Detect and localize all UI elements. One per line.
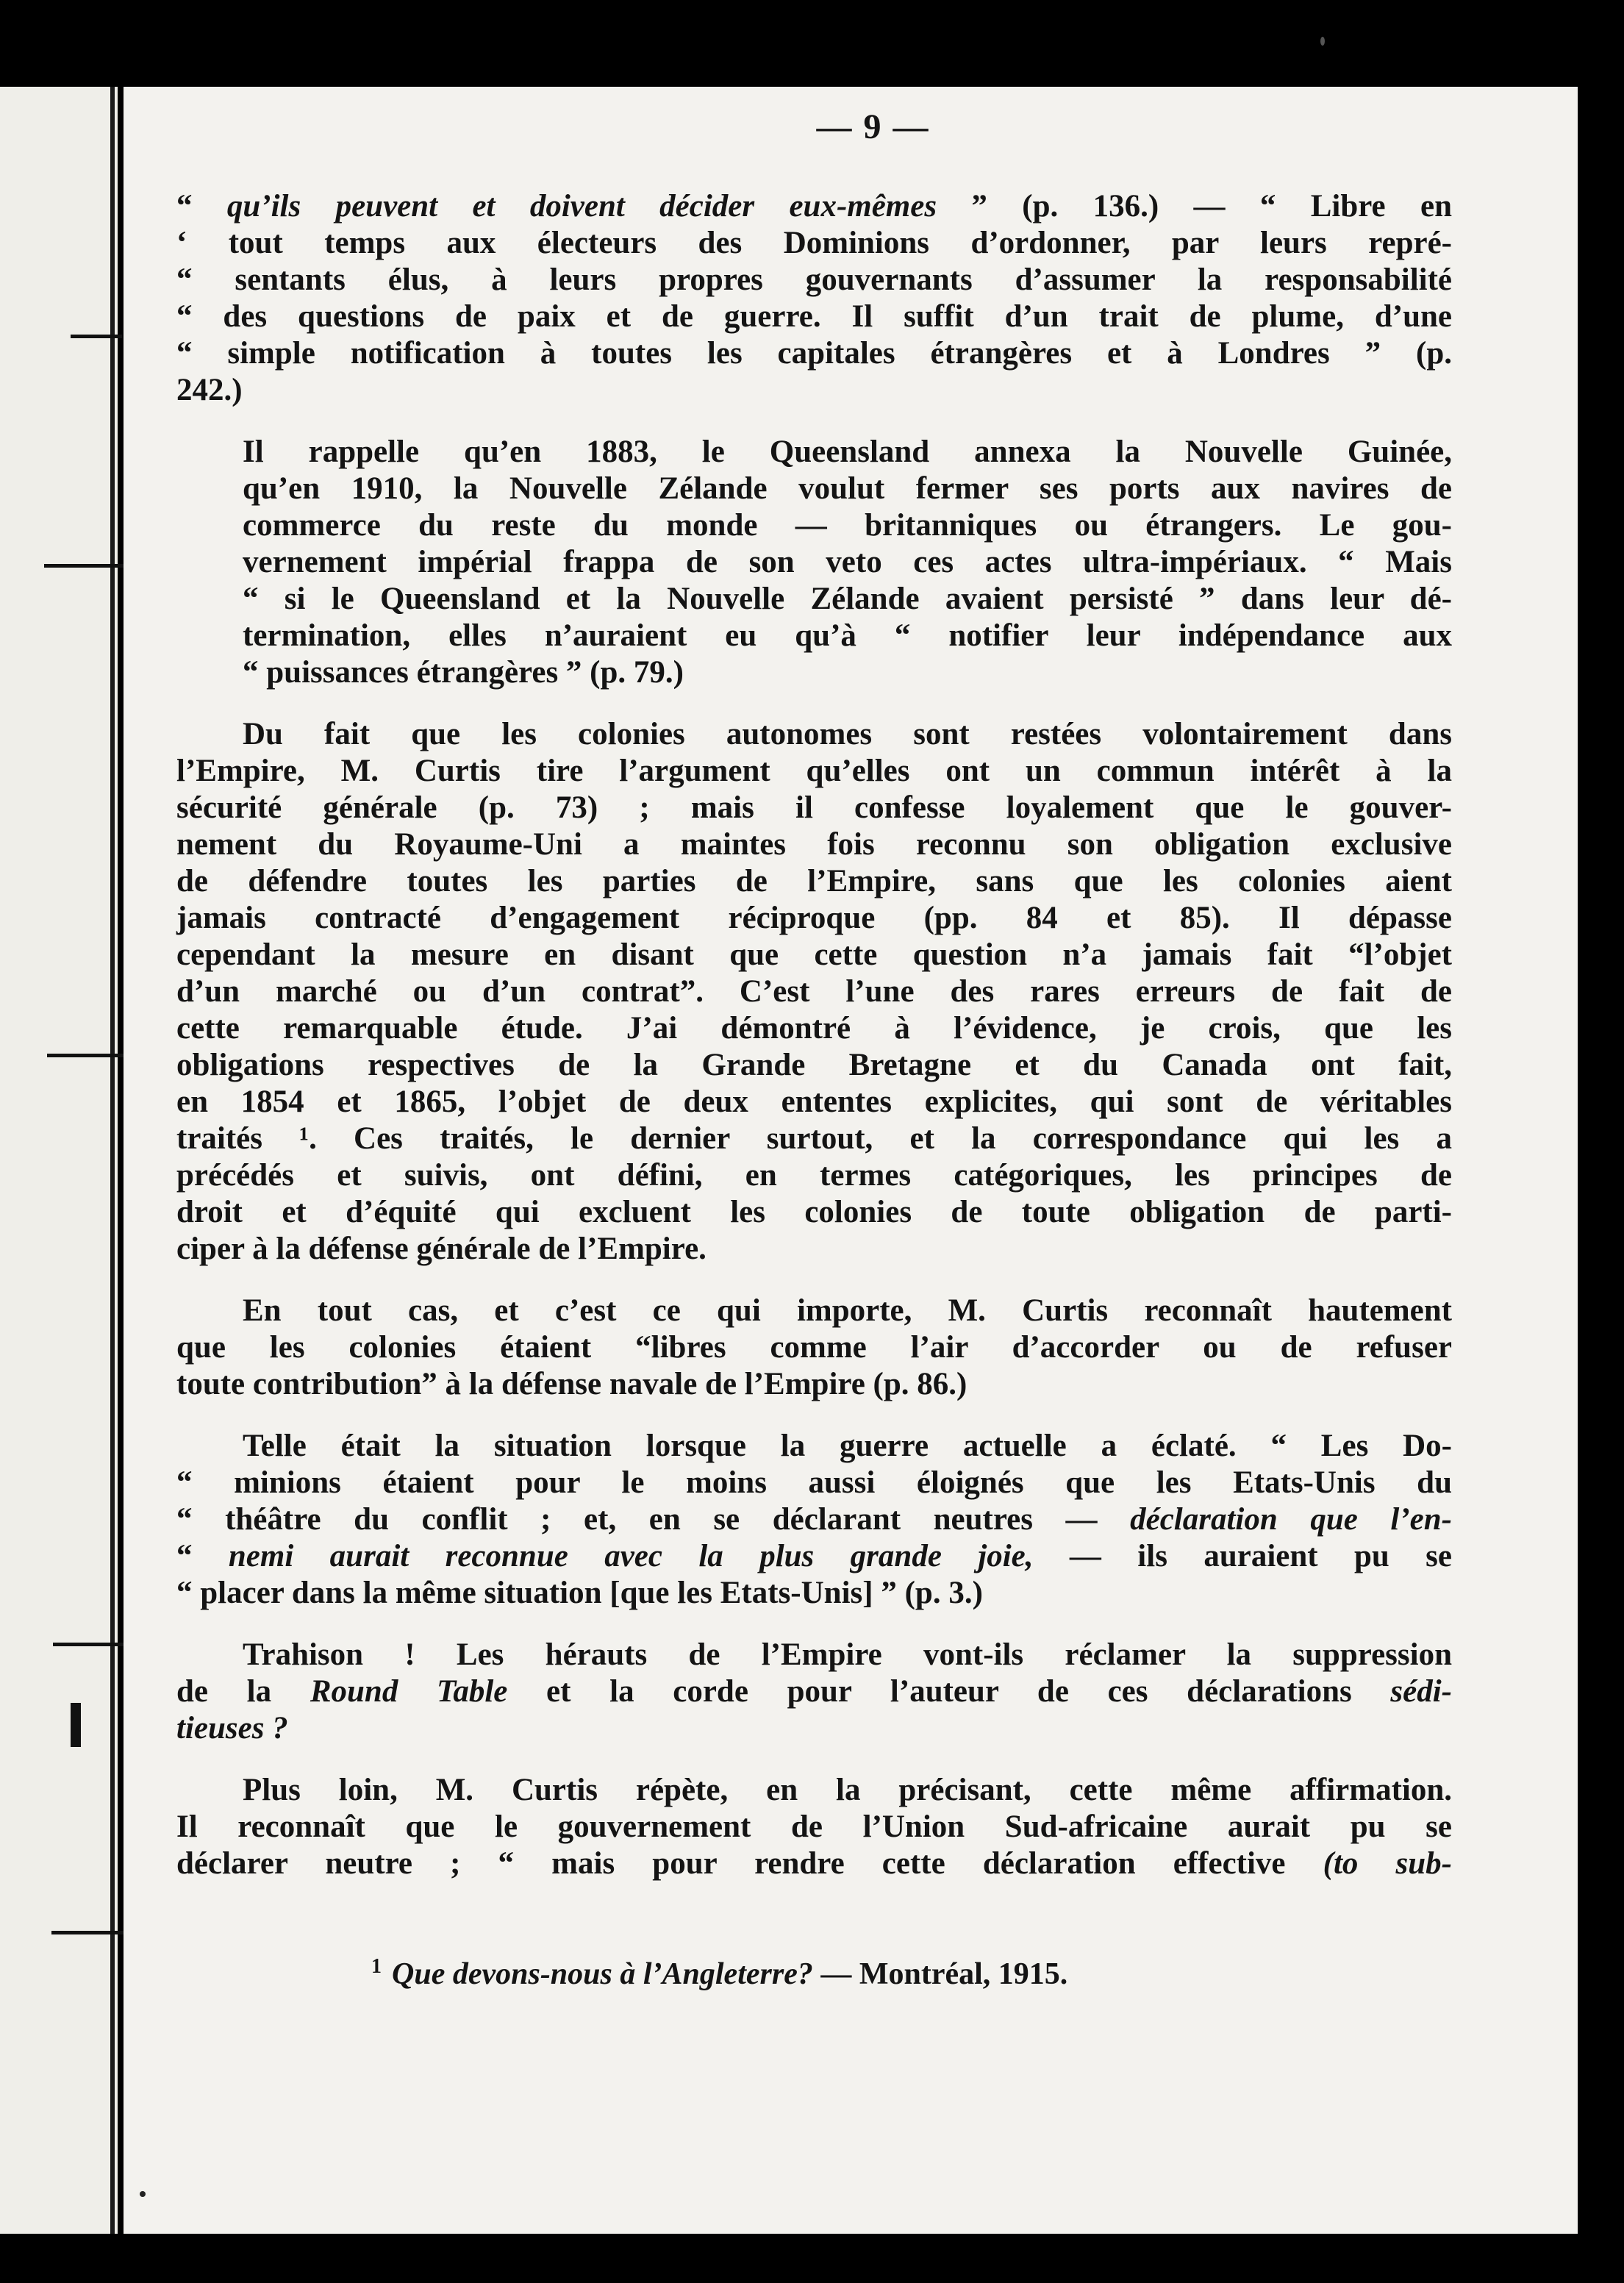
- paragraph: [176, 434, 1452, 691]
- text-line: déclarer neutre ; “ mais pour rendre cette déclaration effective (to sub-: [176, 1846, 1452, 1881]
- facing-page-edge: [0, 87, 118, 2234]
- text-line: vernement impérial frappa de son veto ces actes ultra-impériaux. “ Mais: [243, 545, 1452, 579]
- footnote-source: — Montréal, 1915.: [820, 1957, 1068, 1991]
- text-line: Trahison ! Les hérauts de l’Empire vont-ils réclamer la suppression: [243, 1637, 1452, 1672]
- text-line: termination, elles n’auraient eu qu’à “ notifier leur indépendance aux: [243, 618, 1452, 653]
- paragraph: [176, 1293, 1452, 1403]
- page-number: — 9 —: [816, 107, 930, 146]
- text-line: commerce du reste du monde — britanniques ou étrangers. Le gou-: [243, 508, 1452, 543]
- text-line: cependant la mesure en disant que cette question n’a jamais fait “l’objet: [176, 937, 1452, 972]
- text-line: droit et d’équité qui excluent les colonies de toute obligation de parti-: [176, 1195, 1452, 1229]
- text-line: l’Empire, M. Curtis tire l’argument qu’elles ont un commun intérêt à la: [176, 754, 1452, 788]
- text-line: de défendre toutes les parties de l’Empire, sans que les colonies aient: [176, 864, 1452, 898]
- text-line: qu’en 1910, la Nouvelle Zélande voulut fermer ses ports aux navires de: [243, 471, 1452, 506]
- scan-speck: [1320, 37, 1325, 46]
- text-line: de la Round Table et la corde pour l’auteur de ces déclarations sédi-: [176, 1674, 1452, 1709]
- paragraph: [176, 1772, 1452, 1882]
- text-line: obligations respectives de la Grande Bretagne et du Canada ont fait,: [176, 1048, 1452, 1082]
- page-body: [176, 109, 1452, 1907]
- text-line: Telle était la situation lorsque la guerre actuelle a éclaté. “ Les Do-: [243, 1429, 1452, 1463]
- text-line: “ sentants élus, à leurs propres gouvernants d’assumer la responsabilité: [176, 262, 1452, 297]
- text-line: “ puissances étrangères ” (p. 79.): [243, 655, 684, 690]
- footnote-title: Que devons-nous à l’Angleterre?: [392, 1957, 813, 1991]
- text-line: En tout cas, et c’est ce qui importe, M. Curtis reconnaît hautement: [243, 1293, 1452, 1328]
- text-line: Il reconnaît que le gouvernement de l’Union Sud-africaine aurait pu se: [176, 1809, 1452, 1844]
- text-line: cette remarquable étude. J’ai démontré à l’évidence, je crois, que les: [176, 1011, 1452, 1046]
- text-line: “ nemi aurait reconnue avec la plus grande joie, — ils auraient pu se: [176, 1539, 1453, 1573]
- text-line: jamais contracté d’engagement réciproque (pp. 84 et 85). Il dépasse: [176, 901, 1452, 935]
- text-line: toute contribution” à la défense navale de l’Empire (p. 86.): [176, 1367, 967, 1401]
- text-line: “ qu’ils peuvent et doivent décider eux-mêmes ” (p. 136.) — “ Libre en: [176, 189, 1452, 224]
- paragraph: [176, 716, 1452, 1268]
- paragraph: [176, 188, 1452, 409]
- text-line: nement du Royaume-Uni a maintes fois reconnu son obligation exclusive: [176, 827, 1452, 862]
- registration-tick: [71, 335, 122, 338]
- text-line: “ minions étaient pour le moins aussi éloignés que les Etats-Unis du: [176, 1465, 1452, 1500]
- text-line: “ simple notification à toutes les capitales étrangères et à Londres ” (p.: [176, 336, 1452, 371]
- text-line: ‘ tout temps aux électeurs des Dominions d’ordonner, par leurs repré-: [176, 226, 1452, 260]
- registration-tick: [44, 564, 132, 568]
- text-line: d’un marché ou d’un contrat”. C’est l’une des rares erreurs de fait de: [176, 974, 1452, 1009]
- text-line: ciper à la défense générale de l’Empire.: [176, 1232, 707, 1266]
- text-line: en 1854 et 1865, l’objet de deux ententes explicites, qui sont de véritables: [176, 1085, 1452, 1119]
- registration-tick: [71, 1703, 81, 1747]
- footnote-mark: 1: [371, 1955, 382, 1978]
- registration-tick: [51, 1931, 132, 1934]
- text-line: que les colonies étaient “libres comme l’air d’accorder ou de refuser: [176, 1330, 1452, 1365]
- text-line: tieuses ?: [176, 1711, 288, 1746]
- text-line: sécurité générale (p. 73) ; mais il confesse loyalement que le gouver-: [176, 790, 1452, 825]
- paragraph: [176, 1428, 1452, 1612]
- text-line: “ des questions de paix et de guerre. Il suffit d’un trait de plume, d’une: [176, 299, 1452, 334]
- text-line: Plus loin, M. Curtis répète, en la précisant, cette même affirmation.: [243, 1773, 1452, 1807]
- text-line: “ si le Queensland et la Nouvelle Zélande avaient persisté ” dans leur dé-: [243, 582, 1452, 616]
- text-line: “ placer dans la même situation [que les Etats-Unis] ” (p. 3.): [176, 1576, 983, 1610]
- paragraph: [176, 1637, 1452, 1747]
- text-line: traités ¹. Ces traités, le dernier surtout, et la correspondance qui les a: [176, 1121, 1452, 1156]
- text-line: “ théâtre du conflit ; et, en se déclarant neutres — déclaration que l’en-: [176, 1502, 1452, 1537]
- text-line: Du fait que les colonies autonomes sont restées volontairement dans: [243, 717, 1452, 751]
- footnote: [371, 1948, 1253, 1993]
- binding-gutter: [110, 87, 115, 2234]
- registration-tick: [47, 1054, 128, 1057]
- text-line: 242.): [176, 373, 243, 407]
- scan-speck: [140, 2191, 146, 2197]
- text-line: précédés et suivis, ont défini, en termes catégoriques, les principes de: [176, 1158, 1452, 1193]
- text-line: Il rappelle qu’en 1883, le Queensland annexa la Nouvelle Guinée,: [243, 435, 1452, 469]
